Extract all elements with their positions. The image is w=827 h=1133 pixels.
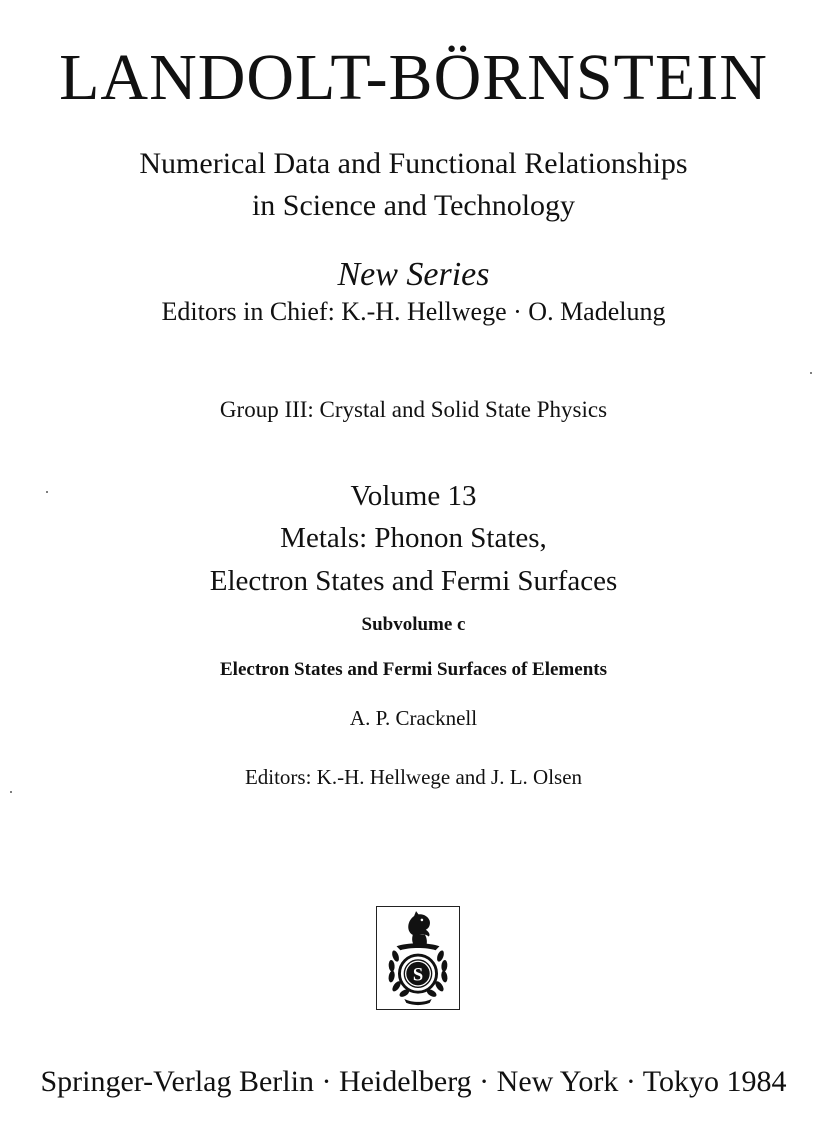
logo-letter: S [412,964,424,986]
volume-label: Volume 13 [350,480,477,512]
scan-speck [46,491,48,493]
publisher-imprint: Springer-Verlag Berlin · Heidelberg · New York · Tokyo 1984 [40,1065,787,1098]
group-title: Group III: Crystal and Solid State Physics [219,397,608,422]
subvolume-label: Subvolume c [361,614,466,635]
series-name: New Series [337,256,490,293]
springer-knight-seal-icon [376,906,460,1010]
subvolume-title: Electron States and Fermi Surfaces of Elements [220,659,607,680]
volume-title-line-1: Metals: Phonon States, [280,522,547,554]
volume-editors: Editors: K.-H. Hellwege and J. L. Olsen [244,765,583,789]
scan-speck [10,791,12,793]
editors-in-chief: Editors in Chief: K.-H. Hellwege · O. Madelung [161,297,666,326]
volume-title-line-2: Electron States and Fermi Surfaces [209,565,618,597]
main-title: LANDOLT-BÖRNSTEIN [59,41,768,114]
subtitle-line-1: Numerical Data and Functional Relationships [139,147,688,180]
author: A. P. Cracknell [349,706,478,730]
subtitle-line-2: in Science and Technology [251,189,576,222]
scan-speck [810,372,812,374]
